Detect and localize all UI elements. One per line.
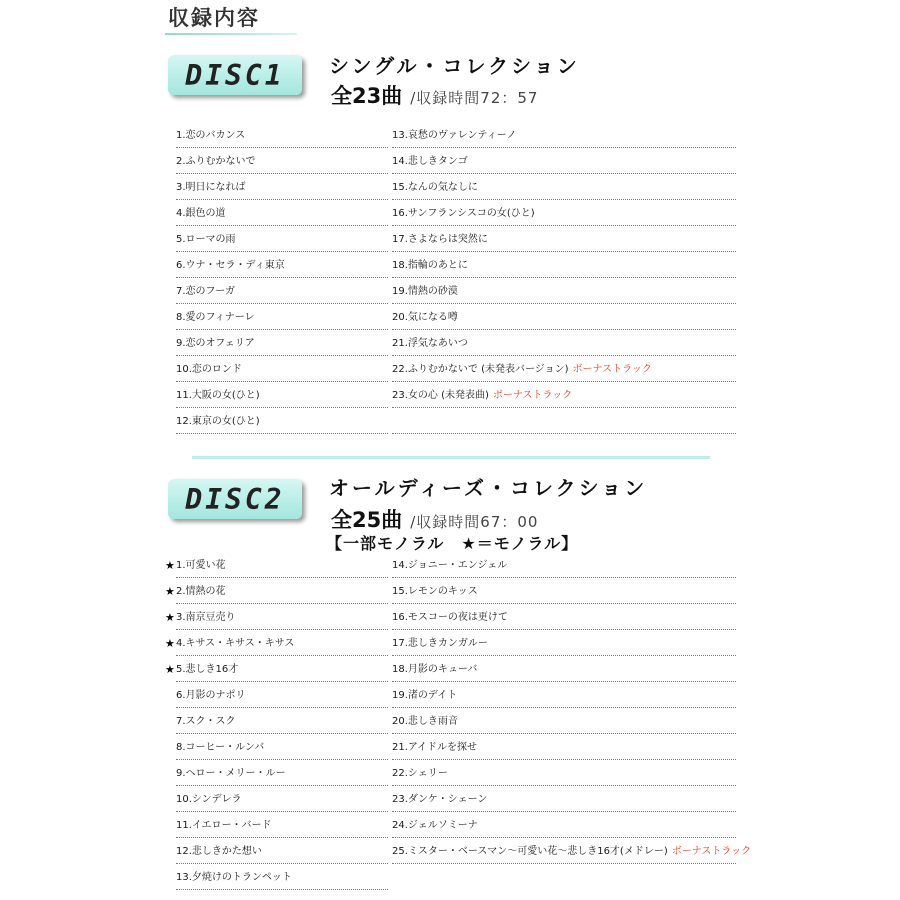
track-title: 5.ローマの雨 (176, 234, 236, 245)
track-title: 14.ジョニー・エンジェル (392, 560, 508, 571)
track-title: 18.指輪のあとに (392, 260, 468, 271)
disc-2-meta (331, 504, 538, 534)
track-title: 14.悲しきタンゴ (392, 156, 468, 167)
track-row (392, 226, 736, 252)
track-row (392, 356, 736, 382)
track-title: 23.ダンケ・シェーン (392, 794, 488, 805)
track-row (392, 734, 736, 760)
track-row (392, 174, 736, 200)
track-title: 8.愛のフィナーレ (176, 312, 255, 323)
track-row (165, 552, 388, 578)
disc-2-mono-note: 【一部モノラル ★＝モノラル】 (326, 534, 579, 553)
track-title: 9.ヘロー・メリー・ルー (176, 768, 286, 779)
track-row (392, 552, 736, 578)
track-row (392, 708, 736, 734)
track-title: 5.悲しき16才 (176, 664, 239, 675)
track-row (392, 838, 752, 864)
page-heading: 収録内容 (168, 6, 260, 30)
track-row (176, 838, 388, 864)
disc-1-title: シングル・コレクション (329, 54, 580, 78)
track-title: 4.キサス・キサス・キサス (176, 638, 295, 649)
track-row (176, 122, 388, 148)
track-title: 23.女の心 (未発表曲) (392, 390, 489, 401)
track-row (392, 330, 736, 356)
disc-2-track-count: 全25曲 (331, 508, 403, 532)
track-title: 10.恋のロンド (176, 364, 242, 375)
disc-2-runtime: /収録時間67：00 (410, 513, 539, 531)
track-title: 7.スク・スク (176, 716, 236, 727)
track-title: 1.恋のバカンス (176, 130, 246, 141)
track-row (176, 304, 388, 330)
track-title: 4.銀色の道 (176, 208, 226, 219)
track-title: 15.レモンのキッス (392, 586, 478, 597)
disc-1-tracklist-left (176, 122, 388, 434)
mono-star-icon: ★ (165, 663, 175, 676)
track-title: 2.ふりむかないで (176, 156, 256, 167)
track-row (392, 812, 736, 838)
track-title: 13.夕焼けのトランペット (176, 872, 292, 883)
track-row (392, 760, 736, 786)
track-row (392, 382, 736, 408)
track-title: 17.悲しきカンガルー (392, 638, 488, 649)
track-row (176, 200, 388, 226)
track-title: 20.悲しき雨音 (392, 716, 458, 727)
track-row (165, 604, 388, 630)
bonus-track-label: ボーナストラック (572, 364, 652, 375)
track-title: 12.東京の女(ひと) (176, 416, 260, 427)
track-row (392, 408, 736, 434)
bonus-track-label: ボーナストラック (492, 390, 573, 401)
track-row (392, 278, 736, 304)
track-title: 22.ふりむかないで (未発表バージョン) (392, 364, 569, 375)
track-title: 12.悲しきかた想い (176, 846, 262, 857)
disc-separator (192, 456, 710, 459)
disc-2-tracklist-left (165, 552, 388, 890)
track-row (392, 578, 736, 604)
track-row (392, 630, 736, 656)
track-row (176, 708, 388, 734)
disc-1-tracklist-right (392, 122, 736, 434)
track-title: 9.恋のオフェリア (176, 338, 255, 349)
disc-2-badge: DISC2 (168, 479, 302, 519)
track-title: 21.浮気なあいつ (392, 338, 468, 349)
track-title: 19.情熱の砂漠 (392, 286, 458, 297)
track-row (176, 864, 388, 890)
track-title: 22.シェリー (392, 768, 448, 779)
track-row (176, 812, 388, 838)
track-title: 6.月影のナポリ (176, 690, 246, 701)
disc-1-meta (331, 80, 538, 110)
track-title: 2.情熱の花 (176, 586, 226, 597)
mono-star-icon: ★ (165, 585, 175, 598)
track-title: 10.シンデレラ (176, 794, 242, 805)
track-row (176, 382, 388, 408)
track-row (176, 330, 388, 356)
track-title: 6.ウナ・セラ・ディ東京 (176, 260, 285, 271)
track-title: 8.コーヒー・ルンバ (176, 742, 265, 753)
track-title: 3.南京豆売り (176, 612, 236, 623)
track-row (176, 252, 388, 278)
bonus-track-label: ボーナストラック (671, 846, 752, 857)
disc-2-tracklist-right (392, 552, 752, 864)
track-row (176, 278, 388, 304)
track-title: 11.イエロー・バード (176, 820, 272, 831)
track-row (392, 682, 736, 708)
disc-2-title: オールディーズ・コレクション (329, 476, 648, 500)
heading-underline (165, 33, 297, 35)
track-title: 3.明日になれば (176, 182, 246, 193)
disc-1-track-count: 全23曲 (331, 84, 403, 108)
track-row (392, 200, 736, 226)
track-title: 1.可愛い花 (176, 560, 226, 571)
track-row (392, 604, 736, 630)
track-row (392, 656, 736, 682)
track-title: 7.恋のフーガ (176, 286, 236, 297)
track-title: 24.ジェルソミーナ (392, 820, 478, 831)
mono-star-icon: ★ (165, 611, 175, 624)
mono-star-icon: ★ (165, 637, 175, 650)
track-title: 18.月影のキューバ (392, 664, 478, 675)
track-title: 15.なんの気なしに (392, 182, 478, 193)
track-title: 25.ミスター・ベースマン〜可愛い花〜悲しき16才(メドレー) (392, 846, 668, 857)
track-row (176, 408, 388, 434)
track-row (165, 630, 388, 656)
track-title: 16.サンフランシスコの女(ひと) (392, 208, 535, 219)
track-row (176, 682, 388, 708)
track-row (392, 786, 736, 812)
track-title: 17.さよならは突然に (392, 234, 488, 245)
track-row (176, 356, 388, 382)
track-row (165, 656, 388, 682)
track-row (392, 148, 736, 174)
track-row (392, 252, 736, 278)
track-row (176, 760, 388, 786)
track-title: 11.大阪の女(ひと) (176, 390, 260, 401)
track-title: 16.モスコーの夜は更けて (392, 612, 508, 623)
mono-star-icon: ★ (165, 559, 175, 572)
track-title: 21.アイドルを探せ (392, 742, 478, 753)
track-row (176, 174, 388, 200)
track-row (176, 786, 388, 812)
track-title: 13.哀愁のヴァレンティーノ (392, 130, 517, 141)
track-row (176, 148, 388, 174)
track-row (176, 734, 388, 760)
track-row (392, 304, 736, 330)
track-row (392, 122, 736, 148)
track-title: 20.気になる噂 (392, 312, 458, 323)
track-title: 19.渚のデイト (392, 690, 458, 701)
track-row (176, 226, 388, 252)
disc-1-badge: DISC1 (168, 55, 302, 95)
disc-1-runtime: /収録時間72：57 (410, 89, 539, 107)
track-row (165, 578, 388, 604)
